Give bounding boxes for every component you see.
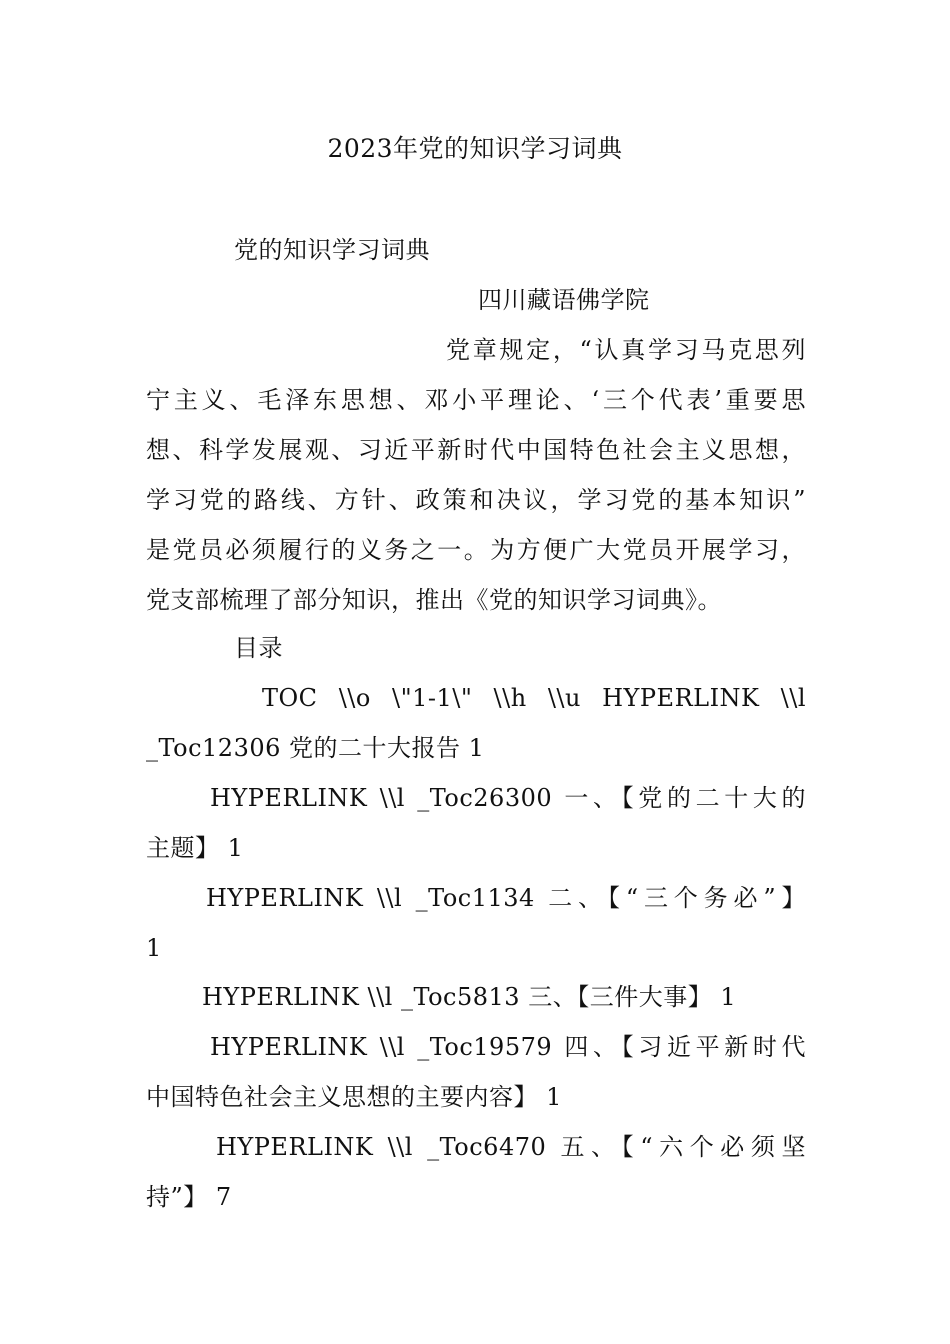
- intro-line: 宁主义、毛泽东思想、邓小平理论、‘三个代表’重要思: [146, 386, 806, 414]
- toc-line[interactable]: HYPERLINK \\l _Toc5813 三、【三件大事】 1: [202, 983, 737, 1011]
- toc-line[interactable]: _Toc12306 党的二十大报告 1: [146, 734, 485, 762]
- document-subtitle: 党的知识学习词典: [234, 236, 430, 264]
- intro-line: 是党员必须履行的义务之一。为方便广大党员开展学习，: [146, 536, 806, 564]
- toc-line[interactable]: HYPERLINK \\l _Toc1134 二、【“三个务必”】: [206, 884, 806, 912]
- toc-line[interactable]: HYPERLINK \\l _Toc6470 五、【“六个必须坚: [216, 1133, 806, 1161]
- toc-line[interactable]: HYPERLINK \\l _Toc26300 一、【党的二十大的: [210, 784, 806, 812]
- intro-line: 学习党的路线、方针、政策和决议，学习党的基本知识”: [146, 486, 806, 514]
- toc-heading: 目录: [234, 634, 283, 662]
- intro-line: 想、科学发展观、习近平新时代中国特色社会主义思想，: [146, 436, 806, 464]
- toc-line[interactable]: HYPERLINK \\l _Toc19579 四、【习近平新时代: [210, 1033, 806, 1061]
- toc-line[interactable]: 1: [146, 934, 162, 962]
- toc-line[interactable]: TOC \\o \"1-1\" \\h \\u HYPERLINK \\l: [262, 684, 806, 712]
- toc-line[interactable]: 持”】 7: [146, 1183, 232, 1211]
- toc-line[interactable]: 主题】 1: [146, 834, 244, 862]
- intro-line: 党支部梳理了部分知识，推出《党的知识学习词典》。: [146, 586, 722, 614]
- document-title: 2023年党的知识学习词典: [327, 134, 623, 163]
- toc-line[interactable]: 中国特色社会主义思想的主要内容】 1: [146, 1083, 562, 1111]
- intro-line: 党章规定，“认真学习马克思列: [446, 336, 806, 364]
- document-author: 四川藏语佛学院: [478, 286, 650, 314]
